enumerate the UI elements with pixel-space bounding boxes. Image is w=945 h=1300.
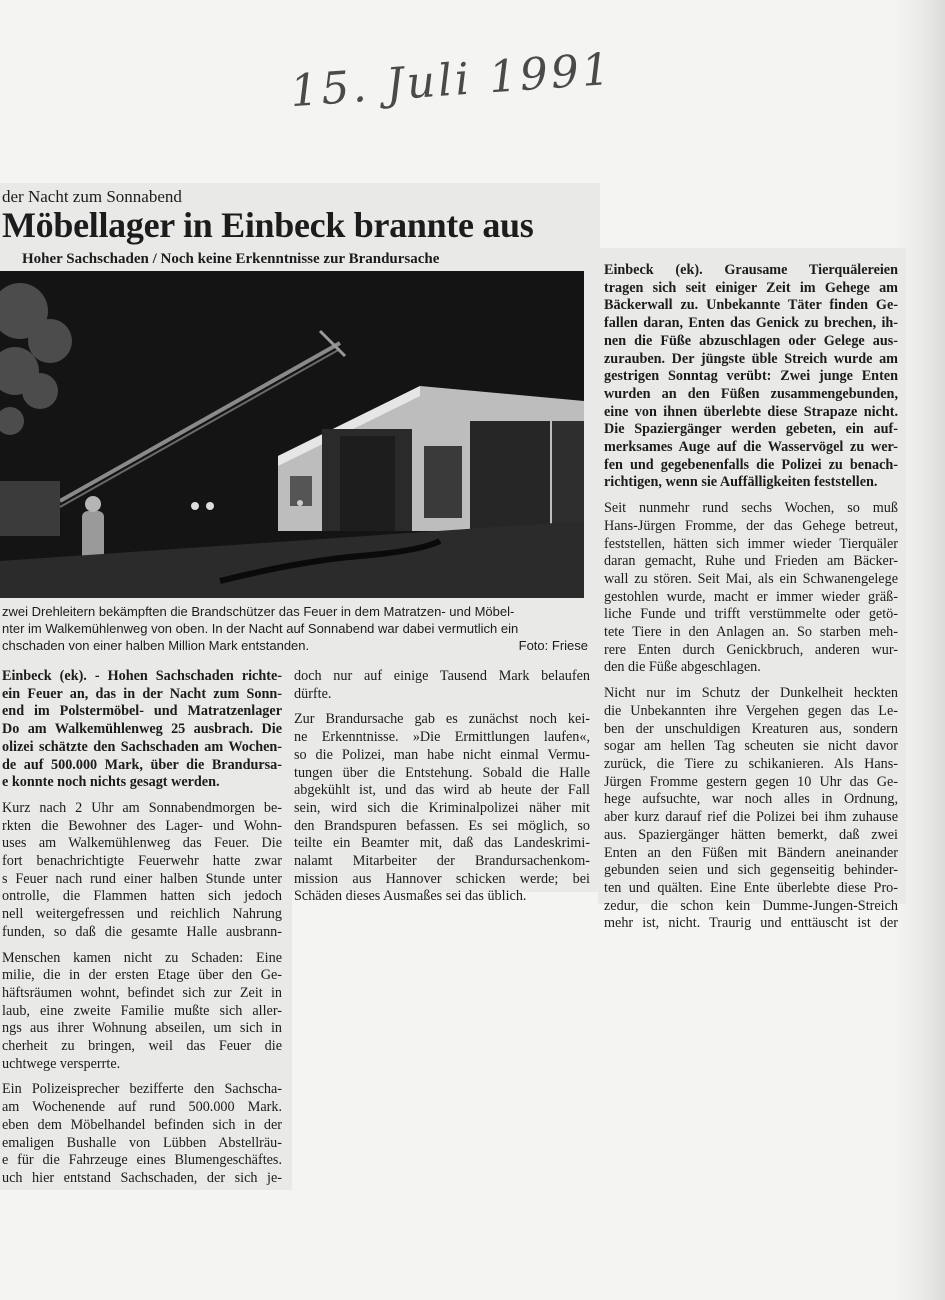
text-line: tete Tiere in den Anlagen an. So starben meh- — [604, 624, 898, 641]
text-line: end im Polstermöbel- und Matratzenlager — [2, 703, 282, 720]
text-line: uses am Walkemühlenweg das Feuer. Die — [2, 835, 282, 852]
text-line: mission aus Hannover schicken werde; bei — [294, 870, 590, 887]
text-line: s Feuer nach rund einer halben Stunde unter — [2, 870, 282, 887]
article-middle-column — [294, 668, 590, 906]
text-line: Kurz nach 2 Uhr am Sonnabendmorgen be- — [2, 799, 282, 816]
text-line: eine von ihnen überlebte diese Strapaze nicht. — [604, 403, 898, 420]
text-line: gestrigen Sonntag verübt: Zwei junge Enten — [604, 368, 898, 385]
text-line: aber kurz darauf rief die Polizei bei ihm zuhause — [604, 809, 898, 826]
text-line: rkten die Bewohner des Lager- und Wohn- — [2, 817, 282, 834]
text-line: uch hier entstand Sachschaden, der sich je- — [2, 1169, 282, 1186]
text-line: doch nur auf einige Tausend Mark belaufen — [294, 668, 590, 684]
text-line: daran gemacht, Ruhe und Frieden am Bäcker- — [604, 553, 898, 570]
text-line: milie, die in der ersten Etage über den Ge- — [2, 967, 282, 984]
paragraph-gap — [2, 942, 282, 950]
text-line: häftsräumen wohnt, befindet sich zur Zeit in — [2, 984, 282, 1001]
text-line: rere Enten durch Genickbruch, anderen wur- — [604, 641, 898, 658]
text-line: wurden an den Füßen zusammengebunden, — [604, 385, 898, 402]
text-line: Bäckerwall zu. Unbekannte Täter finden Ge- — [604, 297, 898, 314]
paragraph-gap — [2, 792, 282, 800]
text-line: hege aufsuchte, war noch alles in Ordnung, — [604, 791, 898, 808]
text-line: aus. Spaziergänger hätten bemerkt, daß zwei — [604, 826, 898, 843]
text-line: nell weitergefressen und reichlich Nahrung — [2, 906, 282, 923]
text-line: Die Spaziergänger werden gebeten, ein auf- — [604, 421, 898, 438]
text-line: merksames Auge auf die Wasservögel zu wer- — [604, 439, 898, 456]
text-line: Nicht nur im Schutz der Dunkelheit heckten — [604, 685, 898, 702]
text-line: den Brandspuren befassen. Es sei möglich, so — [294, 817, 590, 834]
text-line: gebunden seien und sich gegenseitig behinder- — [604, 862, 898, 879]
text-line: liche Funde und trifft verstümmelte oder getö- — [604, 606, 898, 623]
text-line: funden, so daß die gesamte Halle ausbrann- — [2, 923, 282, 940]
text-line: Enten an den Füßen mit Bändern aneinander — [604, 844, 898, 861]
text-line: fen und gegebenenfalls die Polizei zu benach- — [604, 456, 898, 473]
text-line: ontrolle, die Flammen hatten sich jedoch — [2, 888, 282, 905]
text-line: e für die Fahrzeuge eines Blumengeschäftes. — [2, 1152, 282, 1169]
text-line: Zur Brandursache gab es zunächst noch kei- — [294, 711, 590, 728]
text-line: Do am Walkemühlenweg 25 ausbrach. Die — [2, 721, 282, 738]
paragraph-gap — [2, 1073, 282, 1081]
photo-credit: Foto: Friese — [518, 638, 588, 653]
night-fire-scene-illustration — [0, 271, 584, 598]
text-line: teilte ein Beamter mit, daß das Landeskrimi- — [294, 835, 590, 852]
text-line: Menschen kamen nicht zu Schaden: Eine — [2, 949, 282, 966]
text-line: e konnte noch nichts gesagt werden. — [2, 774, 220, 791]
text-line: tungen über die Entstehung. Sobald die Halle — [294, 764, 590, 781]
text-line: dürfte. — [294, 685, 332, 702]
text-line: ne Erkenntnisse. »Die Ermittlungen laufen«, — [294, 729, 590, 746]
text-line: cherheit zu bringen, weil das Feuer die — [2, 1038, 282, 1055]
photo-caption — [2, 603, 588, 654]
text-line: abgekühlt ist, und das wird ab heute der Fall — [294, 782, 590, 799]
text-line: eben dem Möbelhandel befinden sich in der — [2, 1116, 282, 1133]
text-line: den die Füße abgeschlagen. — [604, 659, 761, 676]
text-line: so die Polizei, man habe nicht einmal Vermu- — [294, 746, 590, 763]
text-line: Schäden dieses Ausmaßes sei das üblich. — [294, 888, 527, 905]
text-line: ngs aus ihrer Wohnung abseilen, um sich in — [2, 1020, 282, 1037]
second-article-column — [604, 262, 898, 933]
article-subheadline: Hoher Sachschaden / Noch keine Erkenntnisse zur Brandursache — [22, 251, 440, 267]
text-line: Jürgen Fromme gestern gegen 10 Uhr das Ge- — [604, 773, 898, 790]
text-line: Einbeck (ek). - Hohen Sachschaden richte- — [2, 668, 282, 684]
text-line: die Unbekannten ihre Vergehen gegen das Le- — [604, 702, 898, 719]
text-line: mehr ist, nicht. Traurig und enttäuscht ist der — [604, 915, 898, 932]
article-headline: Möbellager in Einbeck brannte aus — [2, 205, 534, 245]
text-line: zurück, die Tiere zu schikanieren. Als Hans- — [604, 755, 898, 772]
text-line: am Wochenende auf rund 500.000 Mark. — [2, 1099, 282, 1116]
text-line: sein, wird sich die Kriminalpolizei näher mit — [294, 799, 590, 816]
text-line: Hans-Jürgen Fromme, der das Gehege betreut, — [604, 517, 898, 534]
fire-photo — [0, 271, 584, 598]
text-line: de auf 500.000 Mark, über die Brandursa- — [2, 756, 282, 773]
text-line: ben der unschuldigen Kreaturen aus, sondern — [604, 720, 898, 737]
paragraph-gap — [604, 492, 898, 500]
text-line: emaligen Bushalle von Lübben Abstellräu- — [2, 1134, 282, 1151]
text-line: richtigen, wenn sie Auffälligkeiten feststellen. — [604, 474, 878, 491]
text-line: uchtwege versperrte. — [2, 1055, 121, 1072]
article-overline: der Nacht zum Sonnabend — [2, 187, 182, 206]
text-line: sogar am hellen Tag scheuten sie nicht davor — [604, 738, 898, 755]
text-line: nen die Füße abzuschlagen oder Gelege aus- — [604, 332, 898, 349]
text-line: wall zu stören. Seit Mai, als ein Schwanengelege — [604, 570, 898, 587]
text-line: fallen daran, Enten das Genick zu brechen, ih- — [604, 315, 898, 332]
article-left-column — [2, 668, 282, 1188]
paragraph-gap — [294, 703, 590, 711]
text-line: nalamt Mitarbeiter der Brandursachenkom- — [294, 853, 590, 870]
handwritten-date: 15. Juli 1991 — [288, 43, 615, 118]
caption-line-with-credit — [2, 637, 588, 654]
paragraph-gap — [604, 677, 898, 685]
text-line: feststellen, hätten sich immer wieder Tierquäler — [604, 535, 898, 552]
text-line: laub, eine zweite Familie mußte sich aller- — [2, 1002, 282, 1019]
text-line: zedur, die schon kein Dumme-Jungen-Streich — [604, 897, 898, 914]
text-line: ten und quälten. Eine Ente überlebte diese Pro- — [604, 879, 898, 896]
caption-line: nter im Walkemühlenweg von oben. In der Nacht auf Sonnabend war dabei vermutlich ein — [2, 621, 519, 636]
caption-line: chschaden von einer halben Million Mark entstanden. — [2, 638, 310, 653]
text-line: tragen sich seit einiger Zeit im Gehege am — [604, 279, 898, 296]
text-line: olizei schätzte den Sachschaden am Wochen- — [2, 738, 282, 755]
text-line: gestohlen wurde, macht er immer wieder gräß- — [604, 588, 898, 605]
text-line: Seit nunmehr rund sechs Wochen, so muß — [604, 500, 898, 517]
text-line: fort benachrichtigte Feuerwehr hatte zwar — [2, 853, 282, 870]
text-line: Einbeck (ek). Grausame Tierquälereien — [604, 262, 898, 278]
text-line: Ein Polizeisprecher bezifferte den Sachscha- — [2, 1081, 282, 1098]
text-line: ein Feuer an, das in der Nacht zum Sonn- — [2, 685, 282, 702]
text-line: zurauben. Der jüngste üble Streich wurde am — [604, 350, 898, 367]
caption-line: zwei Drehleitern bekämpften die Brandschützer das Feuer in dem Matratzen- und Möbel- — [2, 604, 515, 619]
